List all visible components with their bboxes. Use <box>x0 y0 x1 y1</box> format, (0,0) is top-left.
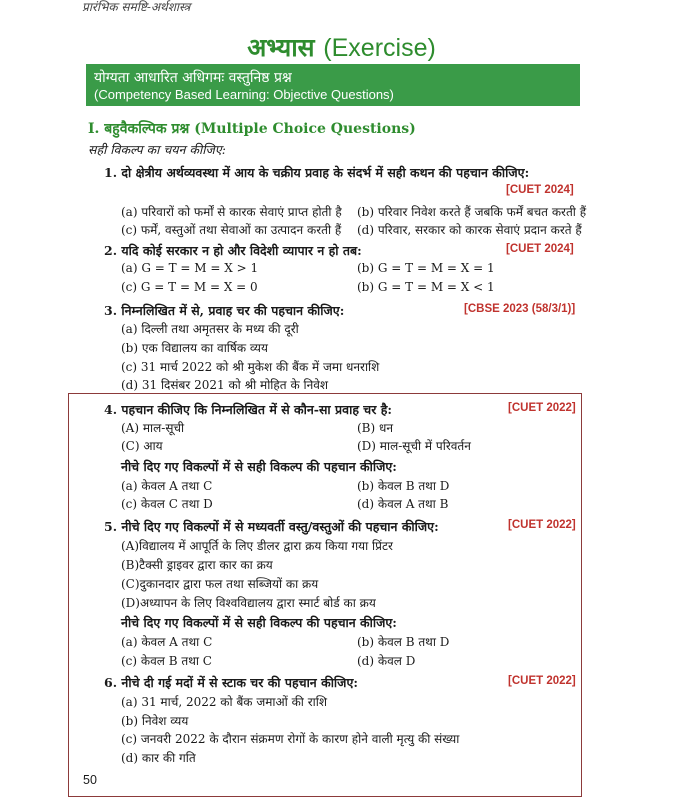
section-heading <box>88 119 416 138</box>
q3-option-b: (b) एक विद्यालय का वार्षिक व्यय <box>121 341 268 355</box>
q5-item-A: (A)विद्यालय में आपूर्ति के लिए डीलर द्वारा क्रय किया गया प्रिंटर <box>121 539 393 553</box>
title-english: (Exercise) <box>323 34 436 62</box>
q5-item-B: (B)टैक्सी ड्राइवर द्वारा कार का क्रय <box>121 558 273 572</box>
q6-option-a: (a) 31 मार्च, 2022 को बैंक जमाओं की राशि <box>121 695 328 709</box>
page-number: 50 <box>83 773 97 787</box>
q5-subprompt: नीचे दिए गए विकल्पों में से सही विकल्प की पहचान कीजिए: <box>121 615 397 630</box>
instruction: सही विकल्प का चयन कीजिए: <box>88 142 226 157</box>
q3-option-c: (c) 31 मार्च 2022 को श्री मुकेश की बैंक में जमा धनराशि <box>121 360 380 374</box>
q2-option-c: (c) G = T = M = X = 0 <box>121 280 258 294</box>
q5-option-b: (b) केवल B तथा D <box>357 635 450 649</box>
q4-option-d: (d) केवल A तथा B <box>357 497 449 511</box>
q1-option-b: (b) परिवार निवेश करते हैं जबकि फर्में बचत करती हैं <box>357 205 587 219</box>
section-english: (Multiple Choice Questions) <box>194 121 416 137</box>
q4-item-D: (D) माल-सूची में परिवर्तन <box>357 439 471 453</box>
q6-option-d: (d) कार की गति <box>121 751 196 765</box>
q5-option-c: (c) केवल B तथा C <box>121 654 212 668</box>
q4-option-c: (c) केवल C तथा D <box>121 497 213 511</box>
question-6: 6. नीचे दी गई मदों में से स्टाक चर की पहचान कीजिए: <box>104 675 358 690</box>
q4-subprompt: नीचे दिए गए विकल्पों में से सही विकल्प की पहचान कीजिए: <box>121 459 397 474</box>
q3-option-d: (d) 31 दिसंबर 2021 को श्री मोहित के निवेश <box>121 378 329 392</box>
q4-item-A: (A) माल-सूची <box>121 421 185 435</box>
competency-band <box>86 64 580 106</box>
q2-option-b: (b) G = T = M = X = 1 <box>357 261 495 275</box>
question-5: 5. नीचे दिए गए विकल्पों में से मध्यवर्ती वस्तु/वस्तुओं की पहचान कीजिए: <box>104 519 439 534</box>
q5-item-D: (D)अध्यापन के लिए विश्वविद्यालय द्वारा स्मार्ट बोर्ड का क्रय <box>121 596 376 610</box>
q4-item-B: (B) धन <box>357 421 394 435</box>
q4-option-b: (b) केवल B तथा D <box>357 479 450 493</box>
band-hindi: योग्यता आधारित अधिगमः वस्तुनिष्ठ प्रश्न <box>94 70 292 86</box>
q3-option-a: (a) दिल्ली तथा अमृतसर के मध्य की दूरी <box>121 322 299 336</box>
q4-option-a: (a) केवल A तथा C <box>121 479 213 493</box>
q1-option-d: (d) परिवार, सरकार को कारक सेवाएं प्रदान करते हैं <box>357 223 582 237</box>
q2-option-d: (b) G = T = M = X < 1 <box>357 280 495 294</box>
q5-option-d: (d) केवल D <box>357 654 416 668</box>
question-2: 2. यदि कोई सरकार न हो और विदेशी व्यापार न हो तब: <box>104 243 362 258</box>
section-hindi: I. बहुवैकल्पिक प्रश्न <box>88 121 190 137</box>
q2-option-a: (a) G = T = M = X > 1 <box>121 261 259 275</box>
q4-item-C: (C) आय <box>121 439 163 453</box>
q6-tag: [CUET 2022] <box>508 675 576 687</box>
q6-option-b: (b) निवेश व्यय <box>121 714 189 728</box>
q5-tag: [CUET 2022] <box>508 519 576 531</box>
q5-option-a: (a) केवल A तथा C <box>121 635 213 649</box>
q1-option-a: (a) परिवारों को फर्मों से कारक सेवाएं प्राप्त होती है <box>121 205 342 219</box>
q5-item-C: (C)दुकानदार द्वारा फल तथा सब्जियों का क्रय <box>121 577 319 591</box>
q1-tag: [CUET 2024] <box>506 184 574 196</box>
page-title <box>0 30 683 64</box>
question-4: 4. पहचान कीजिए कि निम्नलिखित में से कौन-सा प्रवाह चर है: <box>104 402 392 417</box>
question-1: 1. दो क्षेत्रीय अर्थव्यवस्था में आय के चक्रीय प्रवाह के संदर्भ में सही कथन की पहचान कीजिए: <box>104 165 530 180</box>
question-3: 3. निम्नलिखित में से, प्रवाह चर की पहचान कीजिए: <box>104 303 345 318</box>
q2-tag: [CUET 2024] <box>506 243 574 255</box>
q3-tag: [CBSE 2023 (58/3/1)] <box>464 303 576 315</box>
band-english: (Competency Based Learning: Objective Questions) <box>94 87 394 102</box>
running-head: प्रारंभिक समष्टि-अर्थशास्त्र <box>82 0 191 14</box>
q1-option-c: (c) फर्में, वस्तुओं तथा सेवाओं का उत्पादन करती हैं <box>121 223 342 237</box>
q4-tag: [CUET 2022] <box>508 402 576 414</box>
title-hindi: अभ्यास <box>247 33 315 62</box>
q6-option-c: (c) जनवरी 2022 के दौरान संक्रमण रोगों के कारण होने वाली मृत्यु की संख्या <box>121 732 460 746</box>
